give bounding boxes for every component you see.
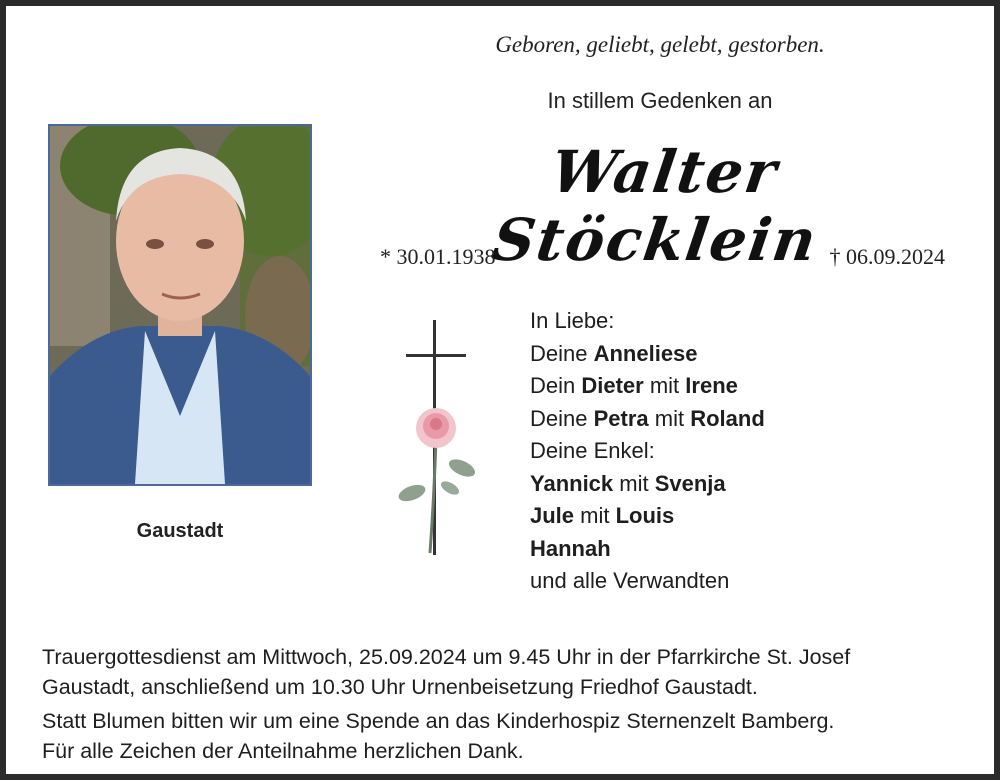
place-label: Gaustadt (136, 520, 224, 542)
death-date: † 06.09.2024 (829, 244, 945, 269)
mourners-list (530, 305, 765, 598)
list-item: Deine Petra mit Roland (530, 405, 765, 431)
portrait-illustration (50, 126, 310, 484)
list-item: In Liebe: (530, 308, 615, 333)
deceased-name: Walter Stöcklein (488, 138, 822, 274)
cross-with-rose (390, 318, 486, 580)
list-item: Hannah (530, 535, 611, 561)
list-item: Deine Anneliese (530, 340, 698, 366)
service-info (42, 642, 850, 766)
list-item: Deine Enkel: (530, 438, 655, 463)
birth-date: * 30.01.1938 (380, 244, 496, 269)
portrait-photo (48, 124, 312, 486)
list-item: Jule mit Louis (530, 503, 675, 528)
intro-text: In stillem Gedenken an (547, 88, 773, 113)
list-item: Yannick mit Svenja (530, 470, 726, 496)
footer-line: Für alle Zeichen der Anteilnahme herzlichen Dank. (42, 739, 524, 763)
motto: Geboren, geliebt, gelebt, gestorben. (495, 32, 825, 57)
list-item: und alle Verwandten (530, 568, 730, 593)
footer-line: Statt Blumen bitten wir um eine Spende an das Kinderhospiz Sternenzelt Bamberg. (42, 709, 835, 733)
list-item: Dein Dieter mit Irene (530, 373, 738, 398)
cross-icon (390, 318, 486, 580)
footer-line: Gaustadt, anschließend um 10.30 Uhr Urnenbeisetzung Friedhof Gaustadt. (42, 675, 758, 699)
footer-line: Trauergottesdienst am Mittwoch, 25.09.2024 um 9.45 Uhr in der Pfarrkirche St. Josef (42, 645, 851, 669)
